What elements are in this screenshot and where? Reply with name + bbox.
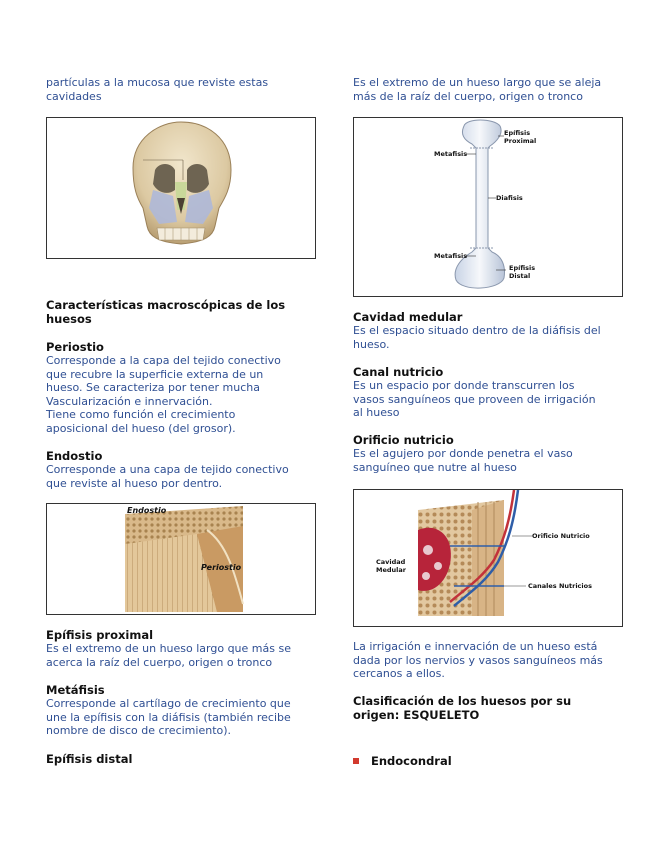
section-heading: huesos — [46, 312, 92, 326]
long-bone-illustration — [354, 118, 622, 296]
epifisis-proximal-line: acerca la raíz del cuerpo, origen o tronco — [46, 655, 273, 669]
endostio-line: Corresponde a una capa de tejido conectivo — [46, 463, 289, 476]
epifisis-distal-title: Epífisis distal — [46, 752, 133, 766]
periostio-label: Periostio — [201, 563, 242, 572]
metafisis-line: nombre de disco de crecimiento). — [46, 724, 232, 737]
metafisis-line: Corresponde al cartílago de crecimiento que — [46, 697, 291, 710]
section-heading: Características macroscópicas de los — [46, 298, 286, 312]
canal-nutricio-line: Es un espacio por donde transcurren los — [353, 379, 575, 392]
epifisis-proximal-line: Es el extremo de un hueso largo que más se — [46, 642, 291, 655]
endostio-line: que reviste al hueso por dentro. — [46, 476, 223, 490]
irrigacion-line: La irrigación e innervación de un hueso está — [353, 640, 598, 653]
bone-section-illustration — [47, 504, 315, 614]
intro-text-left — [46, 76, 316, 103]
macro-heading — [46, 298, 316, 326]
periostio-section — [46, 340, 316, 435]
bullet-endocondral-text: Endocondral — [371, 754, 452, 768]
canal-nutricio-line: al hueso — [353, 406, 400, 419]
periostio-title: Periostio — [46, 340, 104, 354]
long-bone-figure — [353, 117, 623, 297]
nutricio-figure — [353, 489, 623, 627]
cavidad-medular-line: hueso. — [353, 337, 390, 351]
periostio-line: aposicional del hueso (del grosor). — [46, 421, 236, 435]
orificio-nutricio-line: sanguíneo que nutre al hueso — [353, 460, 517, 474]
endostio-section — [46, 449, 316, 490]
metafisis-bottom-label: Metafisis — [434, 252, 468, 260]
cavidad-medular-line: Es el espacio situado dentro de la diáfisis del — [353, 324, 601, 337]
orificio-nutricio-label: Orificio Nutricio — [532, 532, 590, 540]
epifisis-distal-label: Epífisis — [509, 264, 536, 272]
nutrient-canal-illustration — [354, 490, 622, 626]
epifisis-proximal-label: Epífisis — [504, 129, 531, 137]
epifisis-proximal-title: Epífisis proximal — [46, 628, 154, 642]
metafisis-line: une la epífisis con la diáfisis (también recibe — [46, 710, 291, 724]
bullet-marker-icon — [353, 758, 359, 764]
metafisis-section — [46, 683, 316, 738]
intro-line: cavidades — [46, 89, 102, 103]
periostio-line: que recubre la superficie externa de un — [46, 367, 264, 381]
endostio-title: Endostio — [46, 449, 103, 463]
epifisis-proximal-label: Proximal — [504, 137, 537, 145]
metafisis-top-label: Metafisis — [434, 150, 468, 158]
periostio-line: hueso. Se caracteriza por tener mucha — [46, 381, 261, 394]
cavidad-medular-label: Medular — [376, 566, 406, 574]
intro-line: más de la raíz del cuerpo, origen o tronco — [353, 89, 583, 103]
epifisis-distal-label: Distal — [509, 272, 531, 280]
section-heading: Clasificación de los huesos por su — [353, 694, 572, 708]
endostio-periostio-figure — [46, 503, 316, 615]
periostio-line: Tiene como función el crecimiento — [46, 408, 236, 421]
cavidad-medular-label: Cavidad — [376, 558, 406, 566]
epifisis-distal-section — [46, 752, 316, 766]
diafisis-label: Diafisis — [496, 194, 523, 202]
skull-figure — [46, 117, 316, 259]
cavidad-medular-section — [353, 310, 623, 351]
intro-line: partículas a la mucosa que reviste estas — [46, 76, 269, 89]
orificio-nutricio-line: Es el agujero por donde penetra el vaso — [353, 447, 573, 460]
skull-illustration — [47, 118, 315, 258]
irrigacion-line: dada por los nervios y vasos sanguíneos más — [353, 653, 603, 667]
epifisis-proximal-section — [46, 628, 316, 669]
orificio-nutricio-title: Orificio nutricio — [353, 433, 454, 447]
orificio-nutricio-section — [353, 433, 623, 474]
bullet-endocondral — [353, 754, 452, 768]
clasificacion-heading — [353, 694, 623, 722]
metafisis-title: Metáfisis — [46, 683, 105, 697]
periostio-line: Vascularización e innervación. — [46, 394, 213, 408]
endostio-label: Endostio — [127, 506, 167, 515]
canal-nutricio-title: Canal nutricio — [353, 365, 444, 379]
intro-text-right — [353, 76, 623, 103]
canal-nutricio-section — [353, 365, 623, 420]
intro-line: Es el extremo de un hueso largo que se aleja — [353, 76, 602, 89]
section-heading: origen: ESQUELETO — [353, 708, 480, 722]
canales-nutricios-label: Canales Nutricios — [528, 582, 592, 590]
canal-nutricio-line: vasos sanguíneos que proveen de irrigación — [353, 392, 596, 406]
cavidad-medular-title: Cavidad medular — [353, 310, 463, 324]
irrigacion-section — [353, 640, 623, 681]
irrigacion-line: cercanos a ellos. — [353, 667, 445, 680]
periostio-line: Corresponde a la capa del tejido conectivo — [46, 354, 281, 367]
